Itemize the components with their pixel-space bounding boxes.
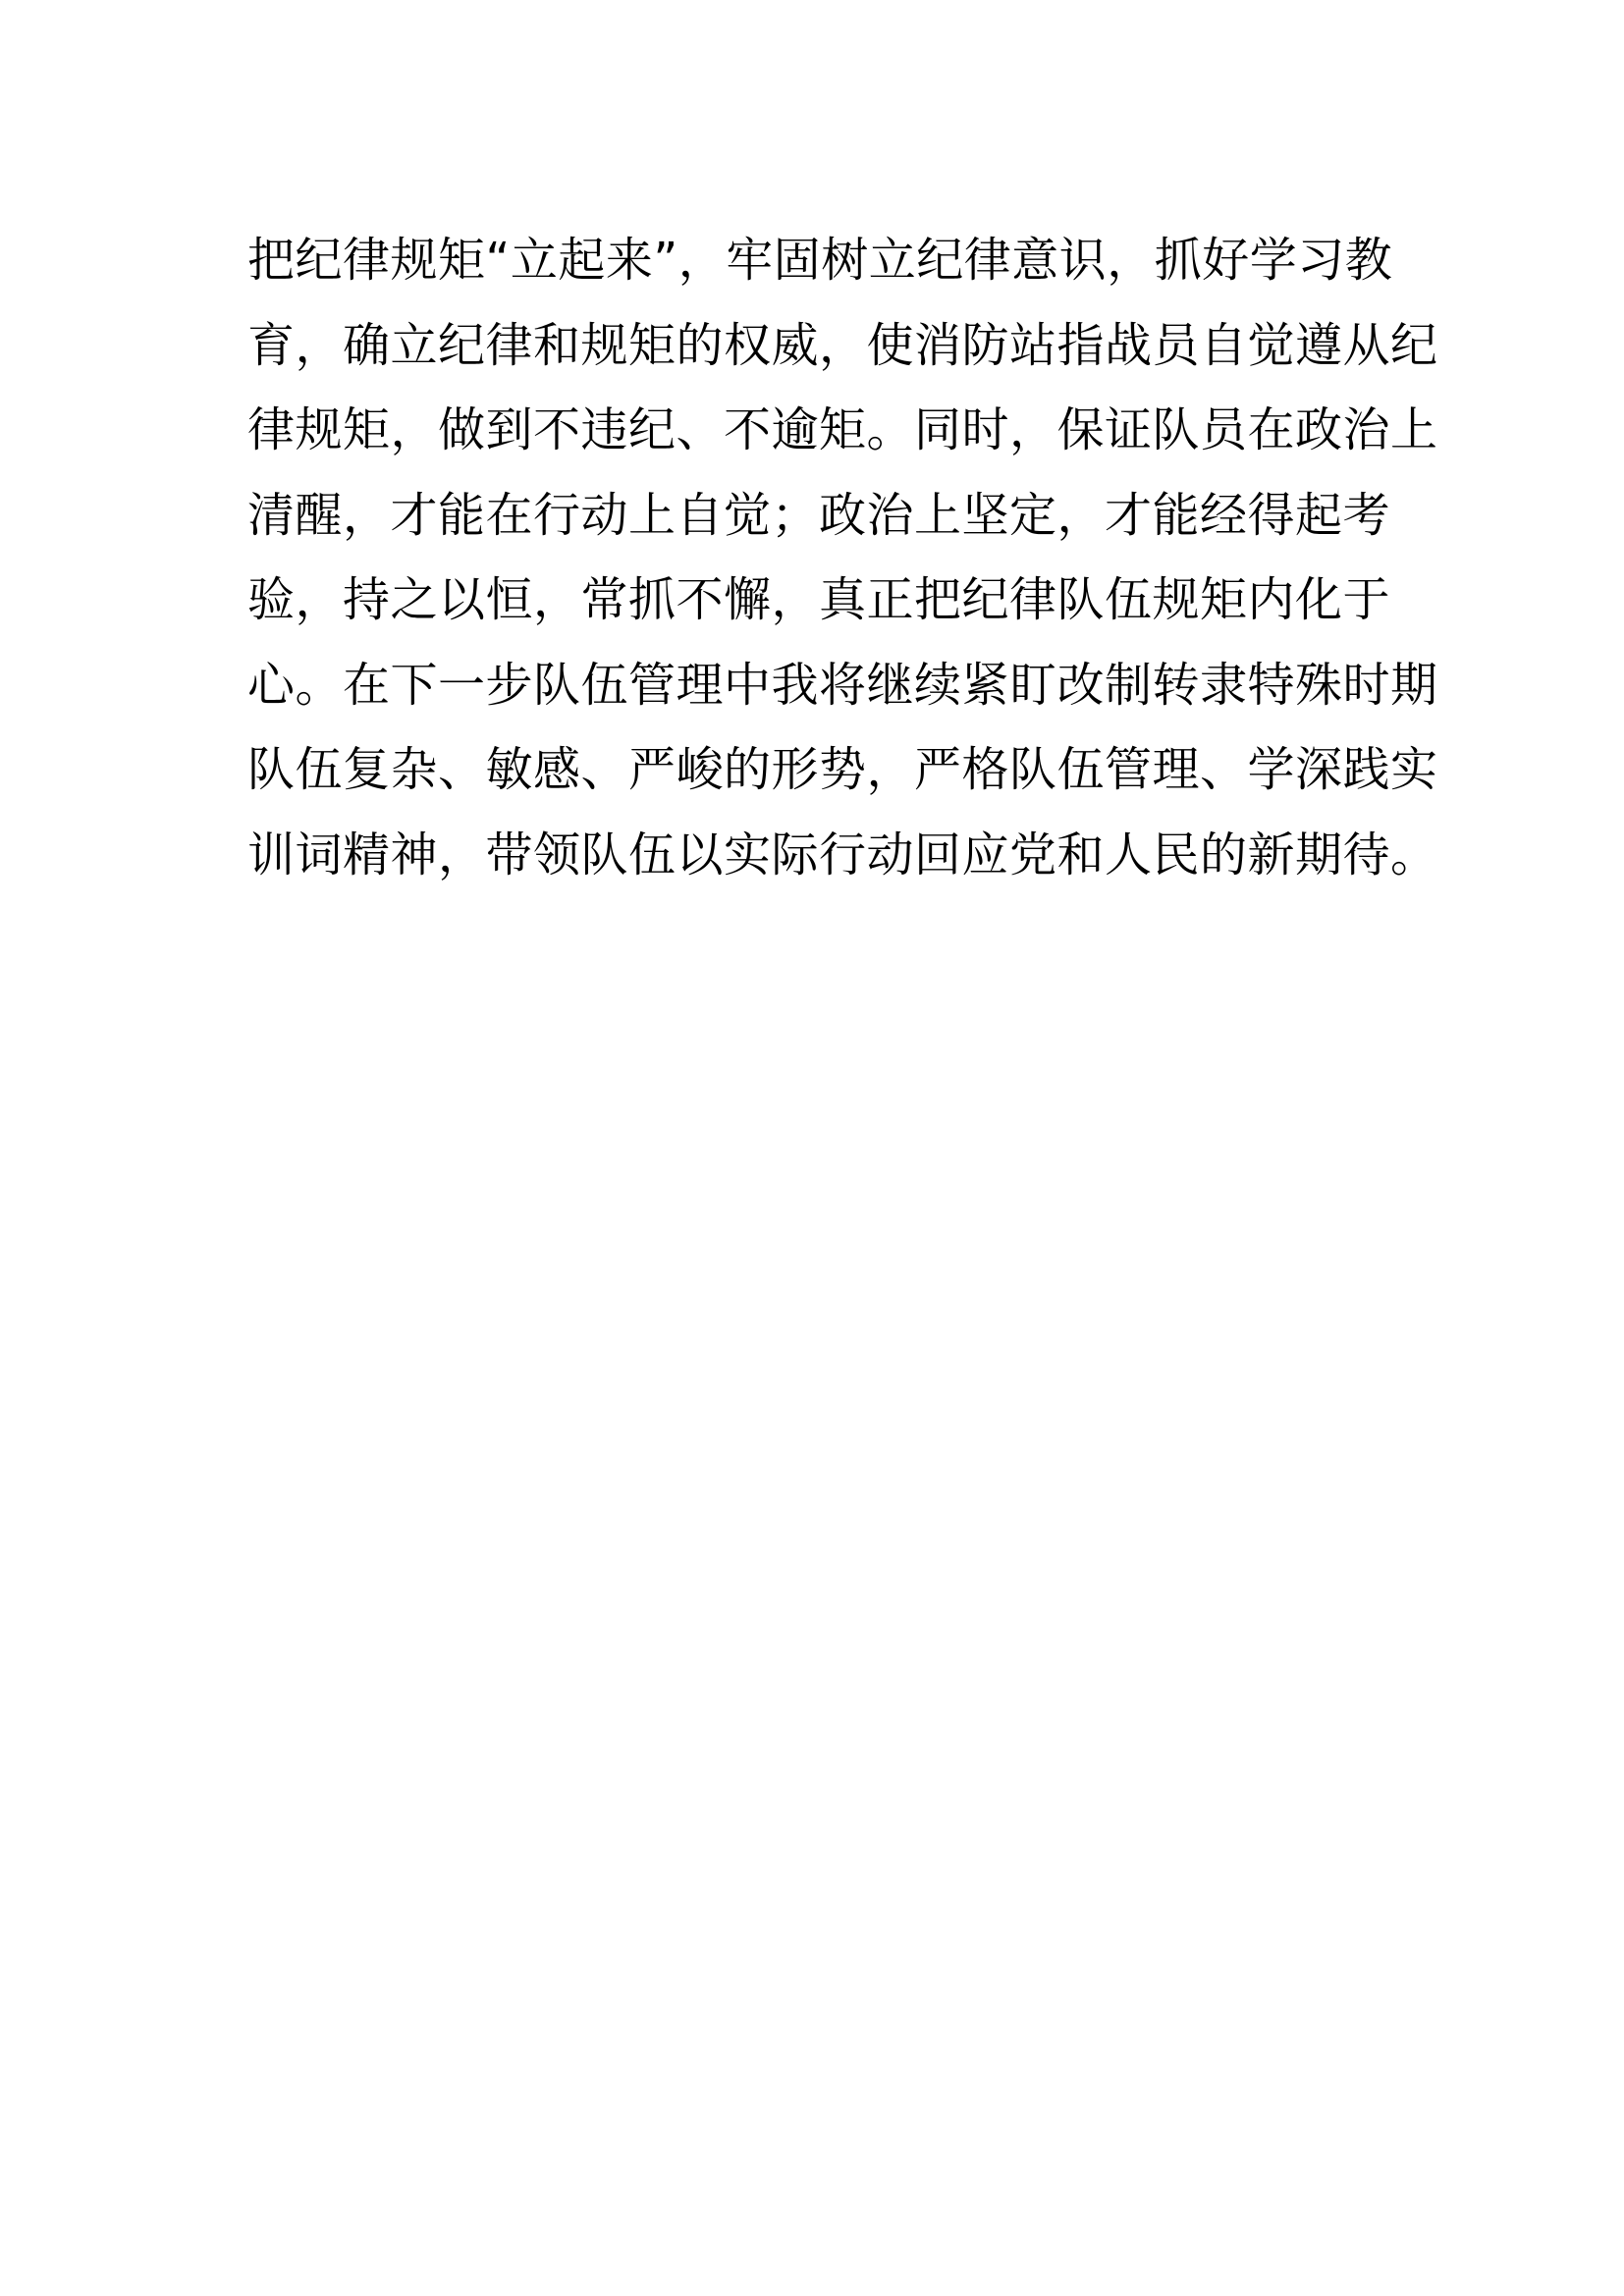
body-paragraph	[247, 218, 1438, 897]
paragraph-line: 律规矩，做到不违纪、不逾矩。同时，保证队员在政治上	[247, 402, 1438, 457]
paragraph-line: 训词精神，带领队伍以实际行动回应党和人民的新期待。	[247, 827, 1438, 882]
paragraph-line: 把纪律规矩“立起来”，牢固树立纪律意识，抓好学习教	[247, 233, 1393, 288]
paragraph-line: 验，持之以恒，常抓不懈，真正把纪律队伍规矩内化于	[247, 572, 1391, 627]
paragraph-line: 清醒，才能在行动上自觉；政治上坚定，才能经得起考	[247, 487, 1391, 543]
paragraph-line: 队伍复杂、敏感、严峻的形势，严格队伍管理、学深践实	[247, 742, 1438, 797]
paragraph-line: 育，确立纪律和规矩的权威，使消防站指战员自觉遵从纪	[247, 317, 1438, 373]
paragraph-line: 心。在下一步队伍管理中我将继续紧盯改制转隶特殊时期	[247, 657, 1438, 713]
